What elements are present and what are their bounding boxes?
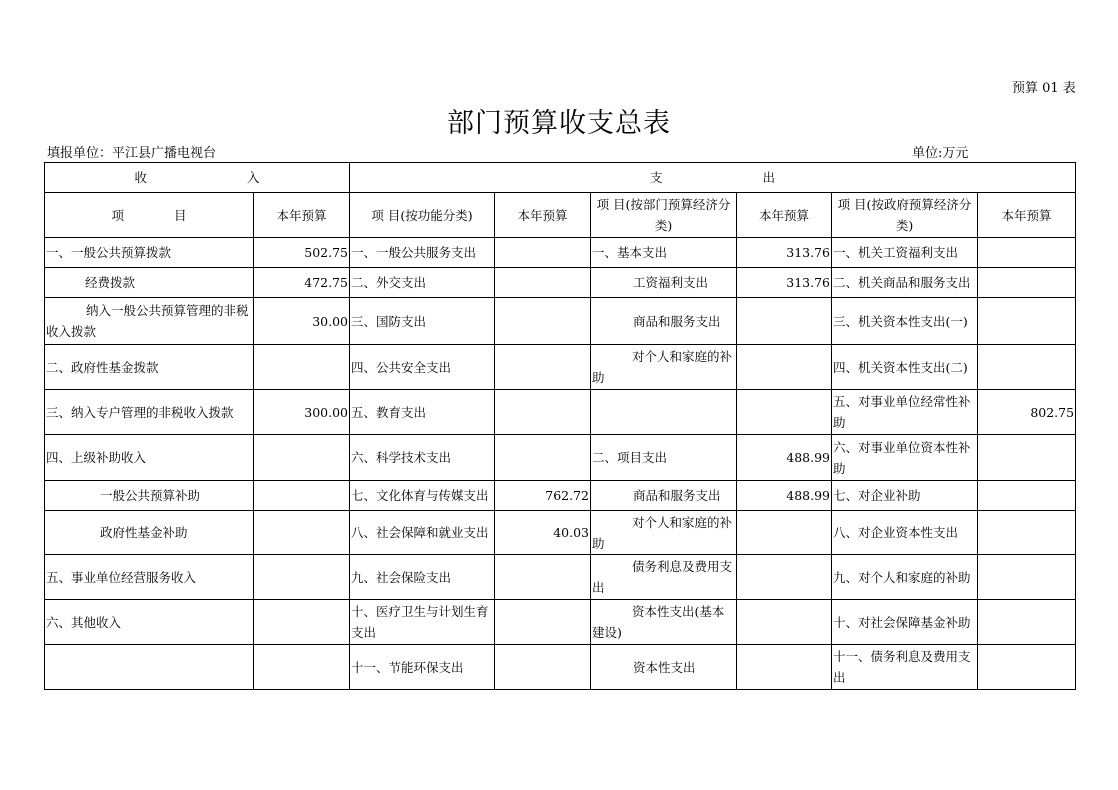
income-value (254, 645, 350, 690)
func-item: 四、公共安全支出 (350, 345, 495, 390)
func-item: 五、教育支出 (350, 390, 495, 435)
income-item-header: 项 目 (45, 193, 254, 238)
gov-item-header: 项 目(按政府预算经济分类) (832, 193, 978, 238)
income-value (254, 345, 350, 390)
dept-budget-header: 本年预算 (737, 193, 832, 238)
dept-item: 资本性支出(基本建设) (591, 600, 737, 645)
dept-item: 资本性支出 (591, 645, 737, 690)
dept-value (737, 345, 832, 390)
income-value: 472.75 (254, 268, 350, 298)
expense-group-header: 支 出 (350, 163, 1076, 193)
gov-value (978, 511, 1076, 555)
dept-item: 商品和服务支出 (591, 481, 737, 511)
func-item: 十一、节能环保支出 (350, 645, 495, 690)
income-item: 二、政府性基金拨款 (45, 345, 254, 390)
gov-item: 十一、债务利息及费用支出 (832, 645, 978, 690)
table-row (45, 390, 1076, 435)
form-number: 预算 01 表 (1012, 81, 1076, 96)
dept-item (591, 390, 737, 435)
gov-item: 一、机关工资福利支出 (832, 238, 978, 268)
income-item: 三、纳入专户管理的非税收入拨款 (45, 390, 254, 435)
income-item: 五、事业单位经营服务收入 (45, 555, 254, 600)
dept-item-header: 项 目(按部门预算经济分类) (591, 193, 737, 238)
gov-value (978, 600, 1076, 645)
func-item: 七、文化体育与传媒支出 (350, 481, 495, 511)
gov-value (978, 345, 1076, 390)
func-value (495, 390, 591, 435)
gov-value (978, 555, 1076, 600)
table-row (45, 645, 1076, 690)
func-value (495, 435, 591, 481)
gov-item: 五、对事业单位经常性补助 (832, 390, 978, 435)
table-row (45, 435, 1076, 481)
income-item: 经费拨款 (45, 268, 254, 298)
income-item: 政府性基金补助 (45, 511, 254, 555)
func-value (495, 268, 591, 298)
income-item: 四、上级补助收入 (45, 435, 254, 481)
func-value (495, 600, 591, 645)
dept-item: 一、基本支出 (591, 238, 737, 268)
func-budget-header: 本年预算 (495, 193, 591, 238)
func-item: 八、社会保障和就业支出 (350, 511, 495, 555)
dept-item: 对个人和家庭的补助 (591, 511, 737, 555)
func-value: 40.03 (495, 511, 591, 555)
gov-value (978, 481, 1076, 511)
func-item: 三、国防支出 (350, 298, 495, 345)
income-item: 一、一般公共预算拨款 (45, 238, 254, 268)
income-item: 一般公共预算补助 (45, 481, 254, 511)
gov-item: 二、机关商品和服务支出 (832, 268, 978, 298)
gov-item: 四、机关资本性支出(二) (832, 345, 978, 390)
gov-item: 三、机关资本性支出(一) (832, 298, 978, 345)
dept-value (737, 645, 832, 690)
income-value (254, 435, 350, 481)
func-value: 762.72 (495, 481, 591, 511)
gov-item: 十、对社会保障基金补助 (832, 600, 978, 645)
dept-value: 488.99 (737, 435, 832, 481)
dept-value: 488.99 (737, 481, 832, 511)
income-value: 30.00 (254, 298, 350, 345)
gov-value (978, 298, 1076, 345)
income-item: 纳入一般公共预算管理的非税收入拨款 (45, 298, 254, 345)
gov-item: 八、对企业资本性支出 (832, 511, 978, 555)
dept-value (737, 511, 832, 555)
income-item (45, 645, 254, 690)
budget-table (44, 162, 1076, 690)
income-value (254, 511, 350, 555)
income-value (254, 555, 350, 600)
dept-value (737, 298, 832, 345)
gov-value (978, 645, 1076, 690)
table-row (45, 298, 1076, 345)
table-row (45, 600, 1076, 645)
dept-value (737, 600, 832, 645)
func-value (495, 298, 591, 345)
dept-item: 工资福利支出 (591, 268, 737, 298)
table-row (45, 345, 1076, 390)
func-item: 一、一般公共服务支出 (350, 238, 495, 268)
table-row (45, 238, 1076, 268)
func-value (495, 238, 591, 268)
func-item: 二、外交支出 (350, 268, 495, 298)
dept-value: 313.76 (737, 268, 832, 298)
income-value (254, 600, 350, 645)
dept-value (737, 555, 832, 600)
table-row (45, 555, 1076, 600)
column-header-row (45, 193, 1076, 238)
income-group-header: 收 入 (45, 163, 350, 193)
func-item: 十、医疗卫生与计划生育支出 (350, 600, 495, 645)
func-item: 九、社会保险支出 (350, 555, 495, 600)
dept-value: 313.76 (737, 238, 832, 268)
gov-budget-header: 本年预算 (978, 193, 1076, 238)
gov-item: 七、对企业补助 (832, 481, 978, 511)
dept-item: 债务利息及费用支出 (591, 555, 737, 600)
reporting-unit: 填报单位：平江县广播电视台 (47, 146, 217, 161)
gov-value (978, 238, 1076, 268)
func-value (495, 345, 591, 390)
dept-item: 对个人和家庭的补助 (591, 345, 737, 390)
table-row (45, 481, 1076, 511)
table-row (45, 268, 1076, 298)
gov-item: 六、对事业单位资本性补助 (832, 435, 978, 481)
table-row (45, 511, 1076, 555)
page-title: 部门预算收支总表 (447, 108, 671, 139)
func-value (495, 555, 591, 600)
income-item: 六、其他收入 (45, 600, 254, 645)
income-value (254, 481, 350, 511)
group-header-row (45, 163, 1076, 193)
func-value (495, 645, 591, 690)
gov-value (978, 268, 1076, 298)
gov-value: 802.75 (978, 390, 1076, 435)
income-value: 502.75 (254, 238, 350, 268)
income-value: 300.00 (254, 390, 350, 435)
dept-value (737, 390, 832, 435)
dept-item: 二、项目支出 (591, 435, 737, 481)
income-budget-header: 本年预算 (254, 193, 350, 238)
dept-item: 商品和服务支出 (591, 298, 737, 345)
gov-value (978, 435, 1076, 481)
currency-unit: 单位:万元 (912, 146, 969, 161)
gov-item: 九、对个人和家庭的补助 (832, 555, 978, 600)
func-item-header: 项 目(按功能分类) (350, 193, 495, 238)
func-item: 六、科学技术支出 (350, 435, 495, 481)
